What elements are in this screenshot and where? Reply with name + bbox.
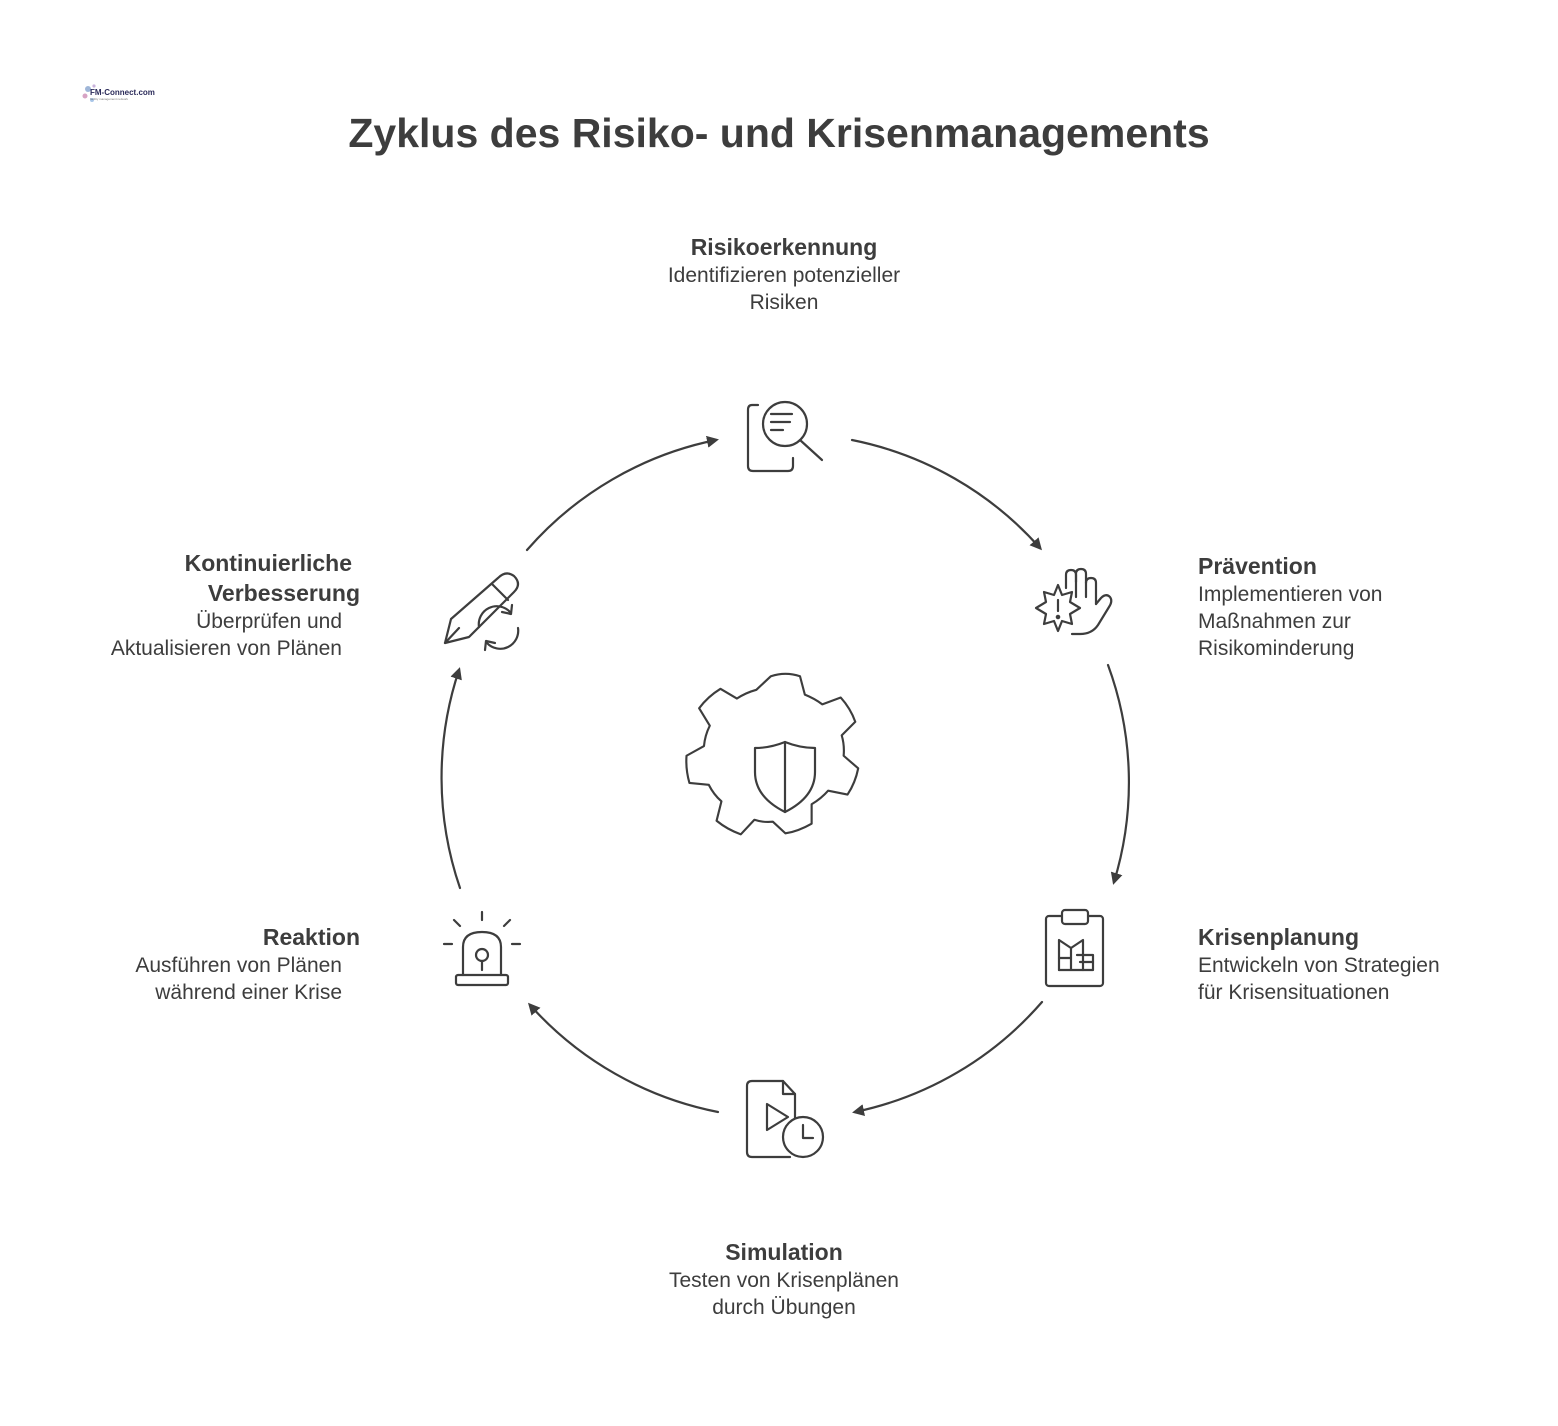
arrow-5-to-6 bbox=[442, 670, 460, 888]
step-description: Identifizieren potenzieller Risiken bbox=[667, 264, 901, 314]
step-description: Entwickeln von Strategien für Krisensituationen bbox=[1198, 954, 1440, 1004]
step-heading: Simulation bbox=[725, 1239, 843, 1265]
step-kontinuierliche-verbesserung bbox=[40, 548, 360, 662]
step-heading: Risikoerkennung bbox=[690, 234, 878, 260]
step-simulation bbox=[584, 1237, 984, 1321]
step-risikoerkennung bbox=[584, 232, 984, 316]
page-title: Zyklus des Risiko- und Krisenmanagements bbox=[348, 110, 1210, 156]
step-description: Überprüfen und Aktualisieren von Plänen bbox=[110, 610, 342, 660]
pencil-refresh-icon bbox=[445, 573, 518, 650]
arrow-3-to-4 bbox=[855, 1002, 1042, 1112]
svg-text:FM-Connect.com: FM-Connect.com bbox=[90, 88, 155, 97]
step-heading: Reaktion bbox=[262, 924, 360, 950]
step-heading: Krisenplanung bbox=[1198, 924, 1360, 950]
alarm-siren-icon bbox=[444, 912, 520, 985]
step-krisenplanung bbox=[1198, 922, 1528, 1006]
gear-shield-icon bbox=[686, 674, 858, 835]
arrow-2-to-3 bbox=[1108, 665, 1129, 882]
svg-text:facility management network: facility management network bbox=[90, 97, 129, 101]
arrow-4-to-5 bbox=[530, 1005, 718, 1112]
step-heading: Kontinuierliche Verbesserung bbox=[184, 550, 360, 606]
step-heading: Prävention bbox=[1198, 553, 1317, 579]
arrow-6-to-1 bbox=[527, 440, 716, 550]
arrow-1-to-2 bbox=[852, 440, 1040, 548]
clipboard-plan-icon bbox=[1046, 910, 1103, 986]
hand-warning-icon bbox=[1036, 569, 1111, 634]
step-description: Testen von Krisenplänen durch Übungen bbox=[669, 1269, 899, 1319]
step-praevention bbox=[1198, 551, 1518, 662]
step-description: Implementieren von Maßnahmen zur Risikominderung bbox=[1198, 583, 1383, 660]
step-description: Ausführen von Plänen während einer Krise bbox=[135, 954, 342, 1004]
step-reaktion bbox=[40, 922, 360, 1006]
document-search-icon bbox=[748, 402, 822, 471]
video-clock-icon bbox=[747, 1081, 823, 1157]
